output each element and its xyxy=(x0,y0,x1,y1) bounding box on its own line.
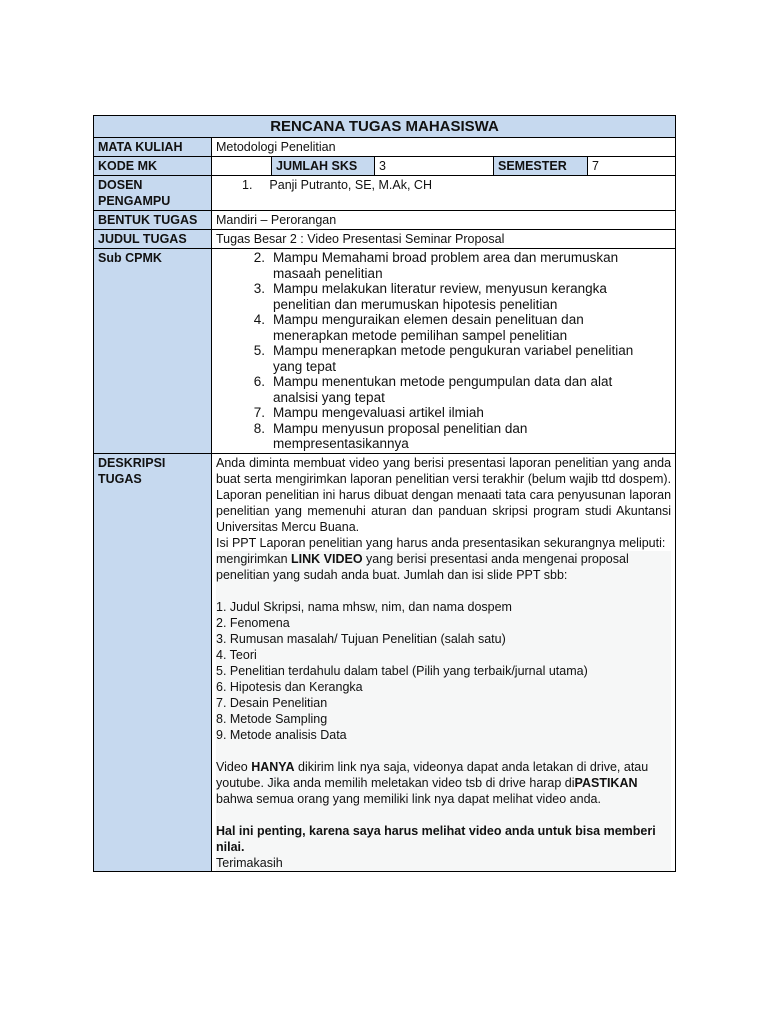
dosen-label xyxy=(94,176,212,211)
deskripsi-label-line1: DESKRIPSI xyxy=(98,455,166,470)
sub-cpmk-list xyxy=(216,250,671,452)
deskripsi-label-line2: TUGAS xyxy=(98,471,142,486)
dosen-name: Panji Putranto, SE, M.Ak, CH xyxy=(269,178,432,192)
kode-mk-label: KODE MK xyxy=(94,157,212,176)
sub-cpmk-item-number: 3. xyxy=(253,281,265,296)
sub-cpmk-item-text: Mampu menguraikan elemen desain penelituan dan menerapkan metode pemilihan sampel penelitian xyxy=(273,312,584,343)
slide-list-item: 7. Desain Penelitian xyxy=(216,695,328,710)
deskripsi-closing: Terimakasih xyxy=(216,855,283,870)
slide-list xyxy=(216,599,671,743)
sub-cpmk-item-text: Mampu melakukan literatur review, menyusun kerangka penelitian dan merumuskan hipotesis penelitian xyxy=(273,281,607,312)
mata-kuliah-label: MATA KULIAH xyxy=(94,138,212,157)
dosen-number: 1. xyxy=(242,178,253,192)
para4-pre: Video xyxy=(216,759,252,774)
sub-cpmk-item-text: Mampu menentukan metode pengumpulan data dan alat analsisi yang tepat xyxy=(273,374,613,405)
mata-kuliah-value: Metodologi Penelitian xyxy=(212,138,676,157)
sub-cpmk-item-text: Mampu Memahami broad problem area dan merumuskan masaah penelitian xyxy=(273,250,619,281)
para4-mid: dikirim link nya saja, videonya dapat anda letakan di drive, atau youtube. Jika anda memilih meletakan video tsb di drive harap di xyxy=(216,759,649,790)
slide-list-item: 1. Judul Skripsi, nama mhsw, nim, dan nama dospem xyxy=(216,599,512,614)
para3-bold: LINK VIDEO xyxy=(291,551,363,566)
bentuk-tugas-value: Mandiri – Perorangan xyxy=(212,211,676,230)
sub-cpmk-item-number: 8. xyxy=(253,420,265,436)
sub-cpmk-item xyxy=(216,374,671,405)
slide-list-item: 6. Hipotesis dan Kerangka xyxy=(216,679,363,694)
para4-bold2: PASTIKAN xyxy=(574,775,638,790)
dosen-label-line2: PENGAMPU xyxy=(98,194,171,208)
para4-post: bahwa semua orang yang memiliki link nya dapat melihat video anda. xyxy=(216,791,601,806)
jumlah-sks-value: 3 xyxy=(375,157,494,176)
sub-cpmk-value xyxy=(212,249,676,454)
sub-cpmk-item-number: 2. xyxy=(253,250,265,265)
deskripsi-label xyxy=(94,453,212,871)
sub-cpmk-item xyxy=(216,250,671,281)
sub-cpmk-item-number: 4. xyxy=(253,312,265,327)
dosen-value xyxy=(212,176,676,211)
slide-list-item: 8. Metode Sampling xyxy=(216,711,328,726)
deskripsi-para3 xyxy=(216,551,671,583)
sub-cpmk-item-number: 6. xyxy=(253,374,265,389)
para5-bold: Hal ini penting, karena saya harus melihat video anda untuk bisa memberi nilai. xyxy=(216,823,656,854)
sub-cpmk-label: Sub CPMK xyxy=(94,249,212,454)
para3-pre: mengirimkan xyxy=(216,551,292,566)
sub-cpmk-item-text: Mampu menyusun proposal penelitian dan mempresentasikannya xyxy=(273,420,528,451)
semester-value: 7 xyxy=(588,157,676,176)
deskripsi-para1: Anda diminta membuat video yang berisi presentasi laporan penelitian yang anda buat serta mengirimkan laporan penelitian versi terakhir (belum wajib ttd dospem). Laporan penelitian ini harus dibuat dengan menaati tata cara penyusunan laporan penelitian yang memenuhi aturan dan panduan skripsi program studi Akuntansi Universitas Mercu Buana. xyxy=(216,455,672,534)
semester-label: SEMESTER xyxy=(494,157,588,176)
para4-bold1: HANYA xyxy=(251,759,295,774)
deskripsi-para2: Isi PPT Laporan penelitian yang harus anda presentasikan sekurangnya meliputi: xyxy=(216,535,666,550)
rencana-tugas-table xyxy=(93,115,676,872)
sub-cpmk-item-text: Mampu menerapkan metode pengukuran variabel penelitian yang tepat xyxy=(273,343,634,374)
slide-list-item: 4. Teori xyxy=(216,647,257,662)
slide-list-item: 3. Rumusan masalah/ Tujuan Penelitian (salah satu) xyxy=(216,631,506,646)
document-title: RENCANA TUGAS MAHASISWA xyxy=(94,116,676,138)
para3-post: yang berisi presentasi anda mengenai proposal penelitian yang sudah anda buat. Jumlah dan isi slide PPT sbb: xyxy=(216,551,629,582)
judul-tugas-value: Tugas Besar 2 : Video Presentasi Seminar Proposal xyxy=(212,230,676,249)
slide-list-item: 9. Metode analisis Data xyxy=(216,727,347,742)
slide-list-item: 2. Fenomena xyxy=(216,615,290,630)
deskripsi-value xyxy=(212,453,676,871)
sub-cpmk-item xyxy=(216,343,671,374)
jumlah-sks-label: JUMLAH SKS xyxy=(272,157,375,176)
kode-mk-value xyxy=(212,157,272,176)
slide-list-item: 5. Penelitian terdahulu dalam tabel (Pilih yang terbaik/jurnal utama) xyxy=(216,663,588,678)
deskripsi-instructions xyxy=(216,551,671,871)
sub-cpmk-item xyxy=(216,281,671,312)
sub-cpmk-item-number: 7. xyxy=(253,405,265,420)
sub-cpmk-item xyxy=(216,421,671,452)
judul-tugas-label: JUDUL TUGAS xyxy=(94,230,212,249)
sub-cpmk-item xyxy=(216,312,671,343)
dosen-label-line1: DOSEN xyxy=(98,178,143,192)
deskripsi-para4 xyxy=(216,759,671,807)
sub-cpmk-item-number: 5. xyxy=(253,343,265,358)
sub-cpmk-item-text: Mampu mengevaluasi artikel ilmiah xyxy=(273,405,484,420)
bentuk-tugas-label: BENTUK TUGAS xyxy=(94,211,212,230)
sub-cpmk-item xyxy=(216,405,671,421)
deskripsi-para5 xyxy=(216,823,671,855)
